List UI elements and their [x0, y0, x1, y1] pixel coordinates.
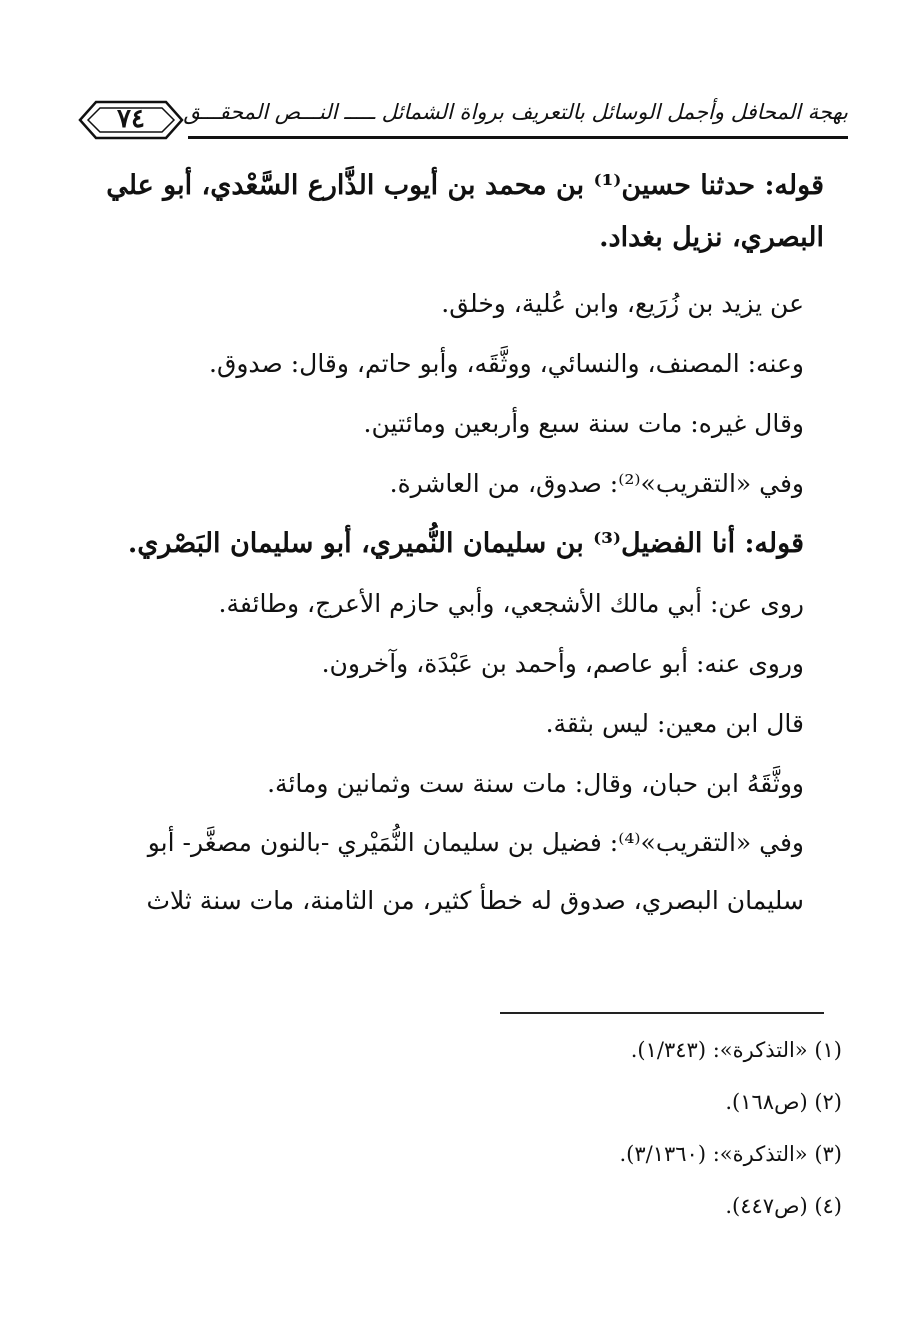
running-title: بهجة المحافل وأجمل الوسائل بالتعريف برواة الشمائل ـــــ النـــص المحقـــق — [183, 100, 848, 124]
page-number-badge — [76, 98, 186, 142]
text-line: قال ابن معين: ليس بثقة. — [545, 709, 804, 738]
footnote-item: (١) «التذكرة»: (١/٣٤٣). — [630, 1038, 842, 1062]
text-line: ووثَّقَهُ ابن حبان، وقال: مات سنة ست وثمانين ومائة. — [267, 769, 804, 798]
text-line: وفي «التقريب»⁽²⁾: صدوق، من العاشرة. — [389, 469, 804, 498]
footnote-item: (٣) «التذكرة»: (٣/١٣٦٠). — [619, 1142, 842, 1166]
text-paragraph: وفي «التقريب»⁽⁴⁾: فضيل بن سليمان النُّمَيْري -بالنون مصغَّر- أبو سليمان البصري، صدوق له خطأ كثير، من الثامنة، مات سنة ثلاث — [146, 828, 804, 915]
text-line: عن يزيد بن زُرَيع، وابن عُلية، وخلق. — [441, 289, 804, 318]
page-header — [76, 96, 848, 144]
footnotes — [342, 1024, 842, 1232]
footnote-item: (٤) (ص٤٤٧). — [725, 1194, 842, 1218]
entry-heading-husayn: قوله: حدثنا حسين⁽¹⁾ بن محمد بن أيوب الذَّارع السَّعْدي، أبو علي البصري، نزيل بغداد. — [106, 170, 824, 253]
main-text — [94, 160, 824, 930]
text-line: روى عن: أبي مالك الأشجعي، وأبي حازم الأعرج، وطائفة. — [218, 589, 804, 618]
text-line: وقال غيره: مات سنة سبع وأربعين ومائتين. — [363, 409, 804, 438]
entry-heading-fudayl: قوله: أنا الفضيل⁽³⁾ بن سليمان النُّميري، أبو سليمان البَصْري. — [127, 528, 804, 559]
header-rule — [188, 136, 848, 139]
text-line: وروى عنه: أبو عاصم، وأحمد بن عَبْدَة، وآخرون. — [321, 649, 804, 678]
footnote-item: (٢) (ص١٦٨). — [725, 1090, 842, 1114]
footnote-separator — [500, 1012, 824, 1014]
page-number: ٧٤ — [117, 104, 145, 134]
text-line: وعنه: المصنف، والنسائي، ووثَّقَه، وأبو حاتم، وقال: صدوق. — [209, 349, 804, 378]
